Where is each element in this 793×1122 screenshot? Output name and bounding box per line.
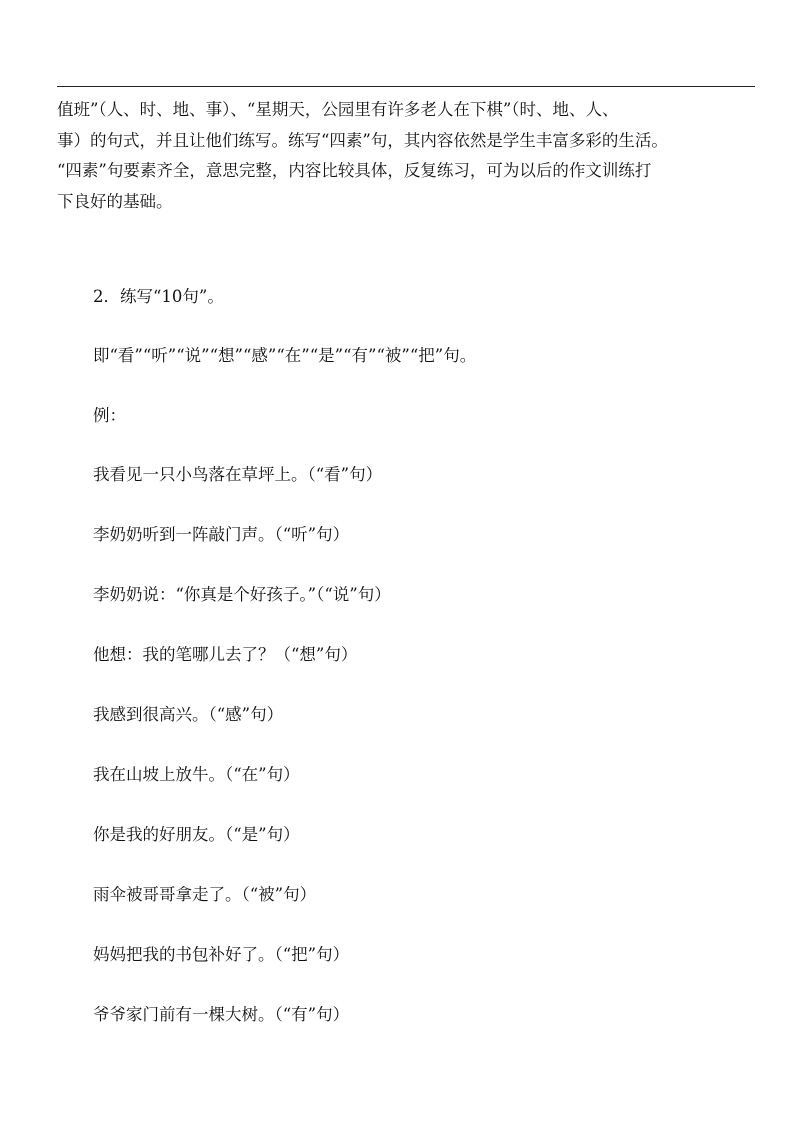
example-sentence: 李奶奶说：“你真是个好孩子。”（“说”句）	[93, 585, 391, 604]
example-label: 例：	[93, 406, 126, 425]
paragraph-line: 事）的句式，并且让他们练写。练写“四素”句，其内容依然是学生丰富多彩的生活。	[57, 130, 668, 150]
paragraph-line: 下良好的基础。	[57, 191, 173, 211]
example-sentence: 我感到很高兴。（“感”句）	[93, 705, 284, 724]
example-sentence: 妈妈把我的书包补好了。（“把”句）	[93, 945, 350, 964]
example-sentence: 你是我的好朋友。（“是”句）	[93, 825, 300, 844]
example-sentence: 雨伞被哥哥拿走了。（“被”句）	[93, 885, 317, 904]
intro-line: 即“看”“听”“说”“想”“感”“在”“是”“有”“被”“把”句。	[93, 346, 477, 365]
header-rule	[57, 86, 755, 87]
continuation-paragraph	[57, 95, 755, 217]
example-sentence: 李奶奶听到一阵敲门声。（“听”句）	[93, 525, 350, 544]
section-heading: 2．练写“10句”。	[93, 287, 224, 306]
example-sentence: 我看见一只小鸟落在草坪上。（“看”句）	[93, 465, 383, 484]
example-sentence: 爷爷家门前有一棵大树。（“有”句）	[93, 1005, 350, 1024]
example-sentence: 他想：我的笔哪儿去了？（“想”句）	[93, 645, 358, 664]
example-sentence: 我在山坡上放牛。（“在”句）	[93, 765, 300, 784]
paragraph-line: “四素”句要素齐全，意思完整，内容比较具体，反复练习，可为以后的作文训练打	[57, 161, 652, 180]
paragraph-line: 值班”（人、时、地、事）、“星期天，公园里有许多老人在下棋”（时、地、人、	[57, 100, 619, 119]
